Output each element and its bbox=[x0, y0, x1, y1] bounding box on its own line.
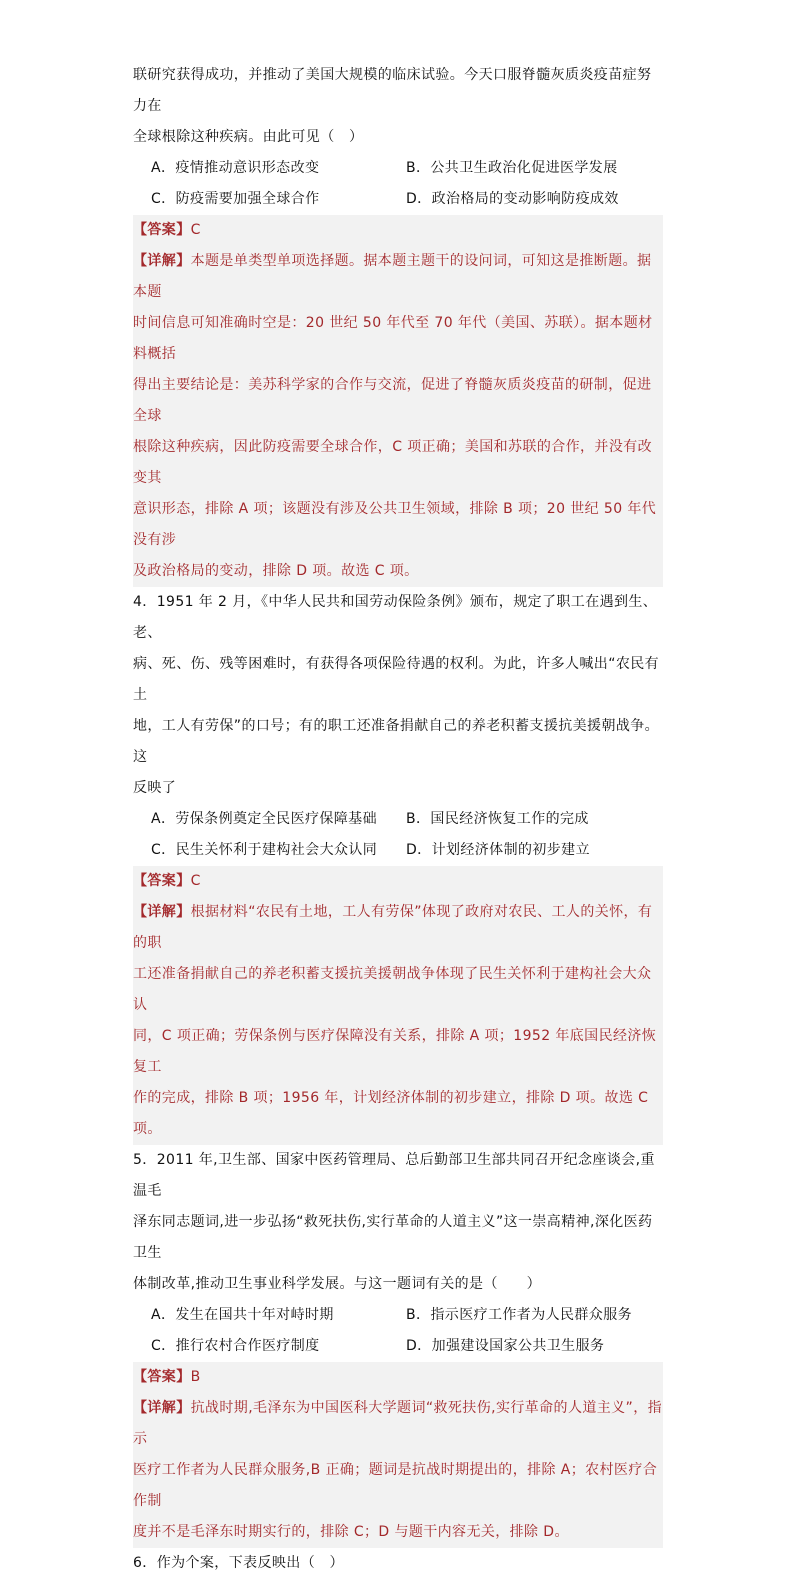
answer-tag: 【答案】 bbox=[133, 873, 191, 889]
detail-line: 及政治格局的变动，排除 D 项。故选 C 项。 bbox=[133, 563, 419, 579]
detail-line bbox=[133, 897, 663, 959]
detail-line bbox=[133, 246, 663, 308]
detail-line: 时间信息可知准确时空是：20 世纪 50 年代至 70 年代（美国、苏联）。据本题材料概括 bbox=[133, 315, 653, 362]
question-stem-line: 地，工人有劳保”的口号；有的职工还准备捐献自己的养老积蓄支援抗美援朝战争。这 bbox=[133, 718, 660, 765]
option-c: C．防疫需要加强全球合作 bbox=[151, 191, 320, 207]
options-grid bbox=[133, 153, 663, 215]
detail-tag: 【详解】 bbox=[133, 1400, 191, 1416]
question-stem-line: 病、死、伤、残等困难时，有获得各项保险待遇的权利。为此，许多人喊出“农民有土 bbox=[133, 656, 660, 703]
question-6 bbox=[133, 1548, 663, 1579]
detail-text: 根据材料“农民有土地，工人有劳保”体现了政府对农民、工人的关怀，有的职 bbox=[133, 904, 653, 951]
option-c: C．民生关怀利于建构社会大众认同 bbox=[151, 842, 378, 858]
document-page bbox=[133, 60, 663, 1579]
answer-block bbox=[133, 866, 663, 1145]
question-stem-line: 联研究获得成功，并推动了美国大规模的临床试验。今天口服脊髓灰质炎疫苗症努力在 bbox=[133, 67, 652, 114]
option-a: A．发生在国共十年对峙时期 bbox=[151, 1307, 334, 1323]
detail-line: 作的完成，排除 B 项；1956 年，计划经济体制的初步建立，排除 D 项。故选 C 项。 bbox=[133, 1090, 649, 1137]
detail-tag: 【详解】 bbox=[133, 904, 191, 920]
answer-line bbox=[133, 1362, 663, 1393]
answer-tag: 【答案】 bbox=[133, 1369, 191, 1385]
option-d: D．加强建设国家公共卫生服务 bbox=[406, 1338, 605, 1354]
question-stem-line: 体制改革,推动卫生事业科学发展。与这一题词有关的是（ ） bbox=[133, 1276, 542, 1292]
question-stem-line: 5．2011 年,卫生部、国家中医药管理局、总后勤部卫生部共同召开纪念座谈会,重温毛 bbox=[133, 1152, 655, 1199]
answer-value: C bbox=[190, 222, 201, 238]
detail-tag: 【详解】 bbox=[133, 253, 191, 269]
answer-tag: 【答案】 bbox=[133, 222, 191, 238]
detail-line: 意识形态，排除 A 项；该题没有涉及公共卫生领域，排除 B 项；20 世纪 50 年代没有涉 bbox=[133, 501, 657, 548]
option-b: B．指示医疗工作者为人民群众服务 bbox=[406, 1307, 633, 1323]
option-d: D．计划经济体制的初步建立 bbox=[406, 842, 590, 858]
question-stem-line: 4．1951 年 2 月，《中华人民共和国劳动保险条例》颁布，规定了职工在遇到生、老、 bbox=[133, 594, 658, 641]
options-grid bbox=[133, 1300, 663, 1362]
question-5 bbox=[133, 1145, 663, 1548]
detail-line: 同，C 项正确；劳保条例与医疗保障没有关系，排除 A 项；1952 年底国民经济恢复工 bbox=[133, 1028, 657, 1075]
question-stem-line: 6．作为个案，下表反映出（ ） bbox=[133, 1555, 344, 1571]
detail-line: 根除这种疾病，因此防疫需要全球合作，C 项正确；美国和苏联的合作，并没有改变其 bbox=[133, 439, 653, 486]
answer-value: B bbox=[190, 1369, 201, 1385]
detail-line: 得出主要结论是：美苏科学家的合作与交流，促进了脊髓灰质炎疫苗的研制，促进全球 bbox=[133, 377, 652, 424]
option-d: D．政治格局的变动影响防疫成效 bbox=[406, 191, 619, 207]
option-a: A．疫情推动意识形态改变 bbox=[151, 160, 320, 176]
question-3 bbox=[133, 60, 663, 587]
answer-value: C bbox=[190, 873, 201, 889]
detail-line bbox=[133, 1393, 663, 1455]
answer-block bbox=[133, 215, 663, 587]
option-c: C．推行农村合作医疗制度 bbox=[151, 1338, 320, 1354]
option-b: B．国民经济恢复工作的完成 bbox=[406, 811, 589, 827]
detail-line: 工还准备捐献自己的养老积蓄支援抗美援朝战争体现了民生关怀利于建构社会大众认 bbox=[133, 966, 652, 1013]
question-4 bbox=[133, 587, 663, 1145]
question-stem-line: 泽东同志题词,进一步弘扬“救死扶伤,实行革命的人道主义”这一崇高精神,深化医药卫生 bbox=[133, 1214, 653, 1261]
option-a: A．劳保条例奠定全民医疗保障基础 bbox=[151, 811, 377, 827]
question-stem-line: 反映了 bbox=[133, 780, 177, 796]
detail-line: 度并不是毛泽东时期实行的，排除 C；D 与题干内容无关，排除 D。 bbox=[133, 1524, 569, 1540]
options-grid bbox=[133, 804, 663, 866]
detail-line: 医疗工作者为人民群众服务,B 正确；题词是抗战时期提出的，排除 A；农村医疗合作制 bbox=[133, 1462, 658, 1509]
detail-text: 抗战时期,毛泽东为中国医科大学题词“救死扶伤,实行革命的人道主义”，指示 bbox=[133, 1400, 663, 1447]
option-b: B．公共卫生政治化促进医学发展 bbox=[406, 160, 618, 176]
answer-block bbox=[133, 1362, 663, 1548]
answer-line bbox=[133, 866, 663, 897]
question-stem-line: 全球根除这种疾病。由此可见（ ） bbox=[133, 129, 364, 145]
answer-line bbox=[133, 215, 663, 246]
detail-text: 本题是单类型单项选择题。据本题主题干的设问词，可知这是推断题。据本题 bbox=[133, 253, 652, 300]
